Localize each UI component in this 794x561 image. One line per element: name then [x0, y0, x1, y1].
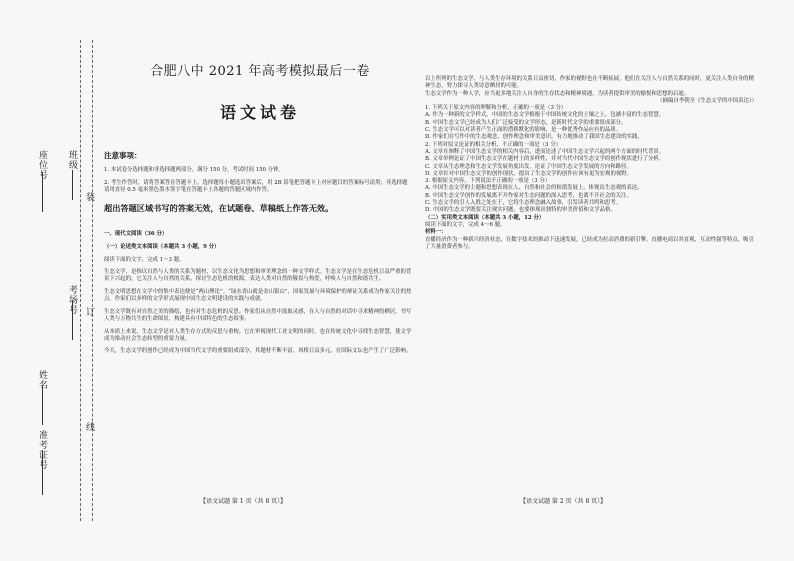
binding-dashed-line: [92, 40, 93, 521]
subject-title: 语文试卷: [219, 103, 300, 122]
passage-paragraph: 今天，生态文学的创作已经成为中国当代文学的重要组成部分，其题材不断丰富，风格日益多元，在国际文坛也产生了广泛影响。: [104, 348, 412, 355]
class-blank: [72, 170, 73, 200]
notice-warning: 超出答题区域书写的答案无效，在试题卷、草稿纸上作答无效。: [104, 202, 334, 213]
option: C. 文章从生态理念和生态文学发展角度出发，论证了中国生态文学发展的方向和路径。: [425, 163, 632, 170]
strip-label-exam-number: 准考证号: [37, 430, 47, 470]
question: 2. 下列对原文论证的相关分析，不正确的一项是（3 分）: [425, 141, 561, 148]
seat-blank: [42, 172, 43, 212]
subsection-heading: （二）实用类文本阅读（本题共 3 小题，12 分）: [425, 214, 545, 221]
page-footer-right: 【语文试题 第 2 页（共 8 页）】: [520, 498, 607, 505]
notice-block: [104, 162, 409, 222]
left-column-body: [104, 226, 414, 361]
option: C. 生态文学的引人入胜之处在于，它将生态理念融入故事，引发读者共鸣和思考。: [425, 200, 622, 207]
instruction: 阅读下面的文字，完成 1～3 题。: [104, 256, 185, 263]
binding-dashed-line: [80, 40, 81, 521]
option: C. 生态文学可以对读者产生正面的潜移默化的影响，是一种优秀作品应有的品质。: [425, 127, 622, 134]
section-heading: 一、现代文阅读（36 分）: [104, 231, 168, 238]
option: D. 作家们在写作中的生态观念，创作理念和审美意识，有力地推动了我国生态建设的实践。: [425, 134, 643, 141]
material-label: 材料一：: [425, 229, 447, 236]
option: B. 文章举例论证了中国生态文学在题材上的多样性，并对当代中国生态文学的创作现状进行了分析。: [425, 156, 665, 163]
notice-item: 2. 考生作答时，请将答案答在答题卡上。选择题每小题选出答案后，用 2B 铅笔把答题卡上对应题目的答案标号涂黑；非选择题请用直径 0.5 毫米黑色墨水签字笔在答题卡上各题的答题区域内作答，: [104, 180, 408, 194]
passage-paragraph: 直播经济作为一种新兴经济业态，在数字技术的推动下迅速发展，已经成为拉动消费的新引擎。直播电商以其直观、互动性强等特点，吸引了大量消费者参与。: [425, 236, 754, 250]
subsection-heading: （一）论述类文本阅读（本题共 3 小题，9 分）: [104, 243, 220, 250]
binding-strip: [0, 0, 112, 561]
option: D. 文章针对中国生态文学的创作现状，提出了生态文学的创作应该有更为宏观的视野。: [425, 170, 633, 177]
passage-paragraph: 从本质上来说，生态文学是对人类生存方式的反思与重构。它在审视现代工业文明的同时，也在传统文化中寻找生态智慧，使文学成为推动社会生态转型的重要力量。: [104, 328, 412, 342]
cut-mark: 订: [86, 308, 96, 318]
page-footer-left: 【语文试题 第 1 页（共 8 页）】: [200, 498, 287, 505]
room-blank: [72, 300, 73, 340]
option: A. 中国生态文学的主题和思想表现在人、自然和社会的和谐发展上，体现出生态观的表达。: [425, 185, 643, 192]
strip-label-room: 考场号: [67, 285, 77, 315]
passage-paragraph: 生态文明思想在文学中的集中表达便是“两山理论”。“绿水青山就是金山银山”，国家发展与环境保护的辩证关系成为作家关注的焦点。作家们以多样的文学形式展现中国生态文明建设的实践与成就。: [104, 288, 412, 303]
question: 1. 下列关于原文内容的理解和分析，正确的一项是（3 分）: [425, 105, 567, 112]
cut-mark: 线: [86, 423, 96, 433]
option: D. 中国的生态文学既要关注现实问题，也要体现出独特的审美价值和文学品格。: [425, 207, 616, 214]
name-blank: [42, 385, 43, 425]
strip-label-class: 班级: [67, 150, 77, 170]
passage-paragraph: 生态文学既有对自然之美的描绘，也有对生态危机的反思。作家们从自然中汲取灵感，在人与自然的对话中寻求精神的栖居，书写人类与万物共生的生命图景，构建具有中国特色的生态叙事。: [104, 308, 412, 322]
passage-source: （摘编自李朝全《生态文学的中国表达》）: [657, 97, 757, 104]
passage-paragraph: 生态文学，是指以自然与人类的关系为题材，以生态文化为思想和审美理念的一种文学样式。生态文学是在生态危机日益严重的背景下兴起的，它关注人与自然的关系，探讨生态危机的根源，表达人类对自然的敬畏与热爱，呼唤人与自然和谐共生。: [104, 269, 412, 283]
instruction: 阅读下面的文字，完成 4～6 题。: [425, 221, 506, 228]
exam-number-blank: [42, 450, 43, 495]
option: B. 中国生态文学创作的发展离不开作家对生态问题的深入思考，也离不开社会的关注。: [425, 192, 632, 199]
exam-title: 合肥八中 2021 年高考模拟最后一卷: [150, 64, 370, 79]
notice-heading: 注意事项：: [104, 151, 142, 160]
question: 3. 根据原文内容，下列说法不正确的一项是（3 分）: [425, 178, 551, 185]
right-column-body: [425, 76, 757, 251]
option: A. 文章在阐释了中国生态文学的相关内容后，进而论述了中国生态文学兴起的两个方面的时代背景。: [425, 148, 665, 155]
notice-item: 1. 本试卷分选择题和非选择题两部分。满分 150 分，考试时间 150 分钟。: [104, 167, 284, 174]
option: A. 作为一种新的文学样式，中国的生态文学植根于中国传统文化的土壤之上，包涵丰富的生态智慧。: [425, 112, 665, 119]
strip-label-name: 姓名: [37, 370, 47, 390]
passage-paragraph: 以上所列的生态文学，与人类生存环境的关系日益密切，作家的视野也在不断拓展。他们在关注人与自然关系的同时，更关注人类自身的精神生态，努力探寻人类诗意栖居的可能。: [425, 76, 754, 90]
strip-label-seat: 座位号: [37, 150, 47, 180]
passage-paragraph: 生态文学作为一种人学，应当更多地关注人自身的生存状态和精神境遇，为读者提供审美的愉悦和思想的启迪。: [425, 90, 690, 97]
option: B. 中国生态文学已经成为人们广泛接受的文学形态，是新时代文学的重要组成部分。: [425, 119, 627, 126]
cut-mark: 装: [86, 193, 96, 203]
